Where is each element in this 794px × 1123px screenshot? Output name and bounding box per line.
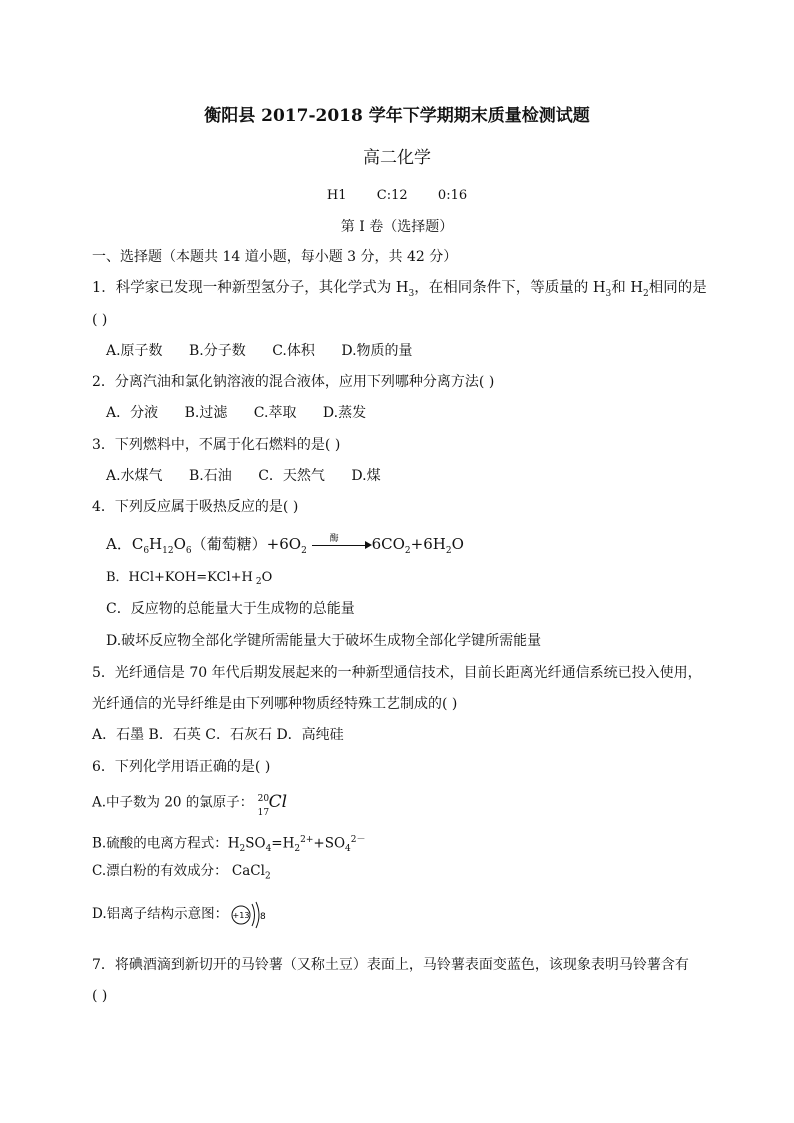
chlorine-isotope-symbol: 20 17 Cl (257, 792, 288, 818)
q7-blank: ( ) (92, 988, 108, 1004)
q6-option-d[interactable]: D.铝离子结构示意图： (92, 906, 229, 922)
exam-title: 衡阳县 2017-2018 学年下学期期末质量检测试题 (204, 106, 590, 126)
q1-option-d[interactable]: D.物质的量 (341, 343, 413, 359)
q5-stem-line2: 光纤通信的光导纤维是由下列哪种物质经特殊工艺制成的( ) (92, 696, 458, 712)
q4-option-a[interactable]: A．$C_6H_{12}O_6$（葡萄糖）$+6O_2$ 酶 $6CO_2+6H_2O$ (106, 534, 464, 556)
q4-option-d[interactable]: D.破坏反应物全部化学键所需能量大于破坏生成物全部化学键所需能量 (106, 633, 542, 649)
nucleus-label: +13 (232, 911, 250, 920)
q3-options (106, 466, 381, 486)
subject-title: 高二化学 (363, 148, 431, 168)
q3-option-b[interactable]: B.石油 (189, 468, 232, 484)
q1-option-a[interactable]: A.原子数 (106, 343, 163, 359)
q6-option-c[interactable]: C.漂白粉的有效成分： CaCl$_2$ (92, 863, 271, 882)
q4-option-b[interactable]: B．HCl+KOH=KCl+H $_2$O (106, 570, 273, 587)
q6-stem: 6．下列化学用语正确的是( ) (92, 759, 271, 775)
atomic-masses (0, 186, 794, 206)
mass-o: 0:16 (437, 188, 468, 203)
section-heading: 一、选择题（本题共 14 道小题，每小题 3 分，共 42 分） (92, 249, 458, 265)
mass-h: H1 (326, 188, 347, 203)
q1-option-b[interactable]: B.分子数 (189, 343, 246, 359)
q3-option-d[interactable]: D.煤 (351, 468, 381, 484)
reaction-arrow-icon: 酶 (312, 539, 372, 551)
shell-electrons: 8 (260, 912, 266, 922)
q6-option-a[interactable]: A.中子数为 20 的氯原子： 20 17 Cl (92, 792, 288, 818)
q1-stem: 1．科学家已发现一种新型氢分子，其化学式为 $H_3$，在相同条件下，等质量的 $H_3$和 $H_2$相同的是 (92, 280, 707, 299)
q2-option-d[interactable]: D.蒸发 (322, 405, 367, 421)
q2-stem: 2．分离汽油和氯化钠溶液的混合液体，应用下列哪种分离方法( ) (92, 374, 495, 390)
aluminum-ion-diagram-icon (230, 898, 270, 932)
q1-option-c[interactable]: C.体积 (272, 343, 315, 359)
q6-option-b[interactable]: B.硫酸的电离方程式：$H_2SO_4=H_2^{2+}+SO_4^{2-}$ (92, 835, 366, 855)
mass-c: C:12 (376, 188, 408, 203)
q4-option-c[interactable]: C．反应物的总能量大于生成物的总能量 (106, 601, 355, 617)
volume-label: 第 I 卷（选择题） (340, 219, 454, 235)
q7-stem: 7．将碘酒滴到新切开的马铃薯（又称土豆）表面上，马铃薯表面变蓝色，该现象表明马铃薯含有 (92, 957, 689, 973)
q3-option-c[interactable]: C．天然气 (258, 468, 325, 484)
q4-stem: 4．下列反应属于吸热反应的是( ) (92, 499, 299, 515)
q5-stem-line1: 5．光纤通信是 70 年代后期发展起来的一种新型通信技术，目前长距离光纤通信系统已投入使用， (92, 665, 702, 681)
q2-option-b[interactable]: B.过滤 (184, 405, 228, 421)
q2-options (106, 403, 366, 423)
q1-blank: ( ) (92, 312, 108, 328)
q1-options (106, 341, 413, 361)
q3-stem: 3．下列燃料中，不属于化石燃料的是( ) (92, 437, 341, 453)
q3-option-a[interactable]: A.水煤气 (106, 468, 163, 484)
q2-option-c[interactable]: C.萃取 (253, 405, 297, 421)
q5-options[interactable]: A．石墨 B．石英 C．石灰石 D．高纯硅 (92, 727, 344, 743)
q2-option-a[interactable]: A．分液 (106, 405, 159, 421)
